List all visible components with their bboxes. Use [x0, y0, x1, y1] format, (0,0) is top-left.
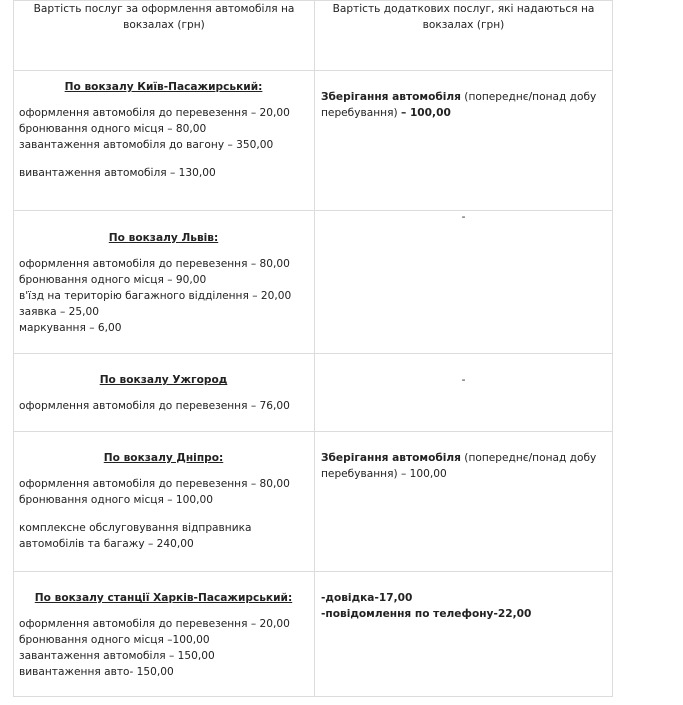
extra-service-note: (попереднє/понад добу перебування) – 100,00: [321, 452, 597, 480]
table-row-kharkiv: [14, 572, 613, 697]
service-line: автомобілів та багажу – 240,00: [19, 538, 194, 550]
extra-services-cell: [315, 572, 613, 697]
extra-services-cell: [315, 432, 613, 572]
service-line: оформлення автомобіля до перевезення – 76,00: [19, 400, 290, 412]
main-services-cell: [14, 432, 315, 572]
service-line: бронювання одного місця – 90,00: [19, 274, 207, 286]
table-row-lviv: [14, 211, 613, 354]
extra-service-note: (попереднє/понад добу перебування): [321, 91, 597, 119]
table-row-uzhhorod: [14, 354, 613, 432]
station-name: По вокзалу Київ-Пасажирський:: [64, 81, 263, 93]
extra-services-cell: [315, 71, 613, 211]
station-name: По вокзалу станції Харків-Пасажирський:: [34, 592, 293, 604]
service-line: бронювання одного місця – 100,00: [19, 494, 213, 506]
service-line: вивантаження автомобіля – 130,00: [19, 167, 216, 179]
table-row-dnipro: [14, 432, 613, 572]
table-row-kyiv: [14, 71, 613, 211]
services-price-table: [13, 0, 613, 697]
service-line: бронювання одного місця – 80,00: [19, 123, 207, 135]
station-name: По вокзалу Львів:: [108, 232, 219, 244]
extra-service-price: – 100,00: [400, 107, 451, 119]
service-line: оформлення автомобіля до перевезення – 20,00: [19, 618, 290, 630]
service-line: в'їзд на територію багажного відділення – 20,00: [19, 290, 292, 302]
service-line: маркування – 6,00: [19, 322, 122, 334]
service-line: завантаження автомобіля до вагону – 350,00: [19, 139, 274, 151]
extra-services-cell: -: [315, 211, 613, 354]
extra-service-empty: -: [461, 374, 466, 386]
extra-service-line: -повідомлення по телефону-22,00: [321, 608, 532, 620]
table-header-row: [14, 1, 613, 71]
main-services-cell: [14, 71, 315, 211]
extra-service-name: Зберігання автомобіля: [321, 91, 461, 103]
service-line: заявка – 25,00: [19, 306, 99, 318]
header-main-services: Вартість послуг за оформлення автомобіля на вокзалах (грн): [14, 1, 315, 71]
extra-service-name: Зберігання автомобіля: [321, 452, 461, 464]
extra-service-line: -довідка-17,00: [321, 592, 413, 604]
header-extra-services: Вартість додаткових послуг, які надаються на вокзалах (грн): [315, 1, 613, 71]
service-line: бронювання одного місця –100,00: [19, 634, 210, 646]
extra-services-cell: [315, 354, 613, 432]
service-line: вивантаження авто- 150,00: [19, 666, 174, 678]
service-line: комплексне обслуговування відправника: [19, 522, 252, 534]
main-services-cell: [14, 354, 315, 432]
service-line: оформлення автомобіля до перевезення – 80,00: [19, 478, 290, 490]
main-services-cell: [14, 211, 315, 354]
service-line: оформлення автомобіля до перевезення – 80,00: [19, 258, 290, 270]
service-line: завантаження автомобіля – 150,00: [19, 650, 215, 662]
station-name: По вокзалу Дніпро:: [103, 452, 224, 464]
main-services-cell: [14, 572, 315, 697]
service-line: оформлення автомобіля до перевезення – 20,00: [19, 107, 290, 119]
station-name: По вокзалу Ужгород: [99, 374, 228, 386]
